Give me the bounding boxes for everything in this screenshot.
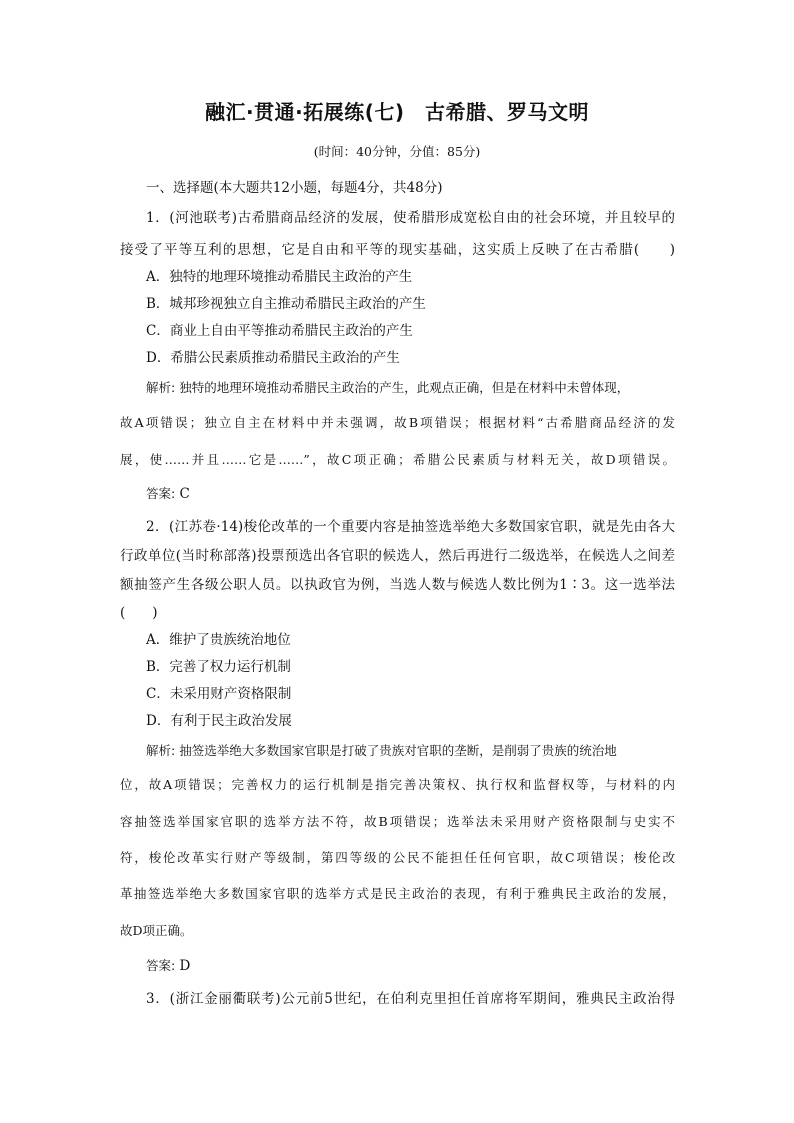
q1-stem-line-2: 接受了平等互利的思想，它是自由和平等的现实基础，这实质上反映了在古希腊( ) [120,242,675,258]
q2-explanation-label: 解析: [146,743,176,758]
q1-explanation-line-3: 展，使……并且……它是……”，故C项正确；希腊公民素质与材料无关，故D项错误。 [120,452,675,467]
q2-explanation-line-2: 位，故A项错误；完善权力的运行机制是指完善决策权、执行权和监督权等，与材料的内 [120,777,675,792]
q1-explanation-label: 解析: [146,380,176,395]
q2-explanation-line-3: 容抽签选举国家官职的选举方法不符，故B项错误；选举法未采用财产资格限制与史实不 [120,814,675,829]
q1-answer-value: C [179,486,190,502]
q2-stem-line-3: 额抽签产生各级公职人员。以执政官为例，当选人数与候选人数比例为1∶3。这一选举法 [120,577,675,593]
page-title: 融汇·贯通·拓展练(七) 古希腊、罗马文明 [205,100,589,124]
q2-stem-line-4: ( ) [120,605,158,621]
q2-answer-value: D [179,958,191,974]
q1-answer-label: 答案: [146,486,176,501]
q2-stem-line-2: 行政单位(当时称部落)投票预选出各官职的候选人，然后再进行二级选举，在候选人之间差 [120,548,675,564]
q2-explanation-line-1: 解析: 抽签选举绝大多数国家官职是打破了贵族对官职的垄断，是削弱了贵族的统治地 [146,743,617,758]
q2-explanation-line-6: 故D项正确。 [120,923,193,938]
q1-explanation-line-1: 解析: 独特的地理环境推动希腊民主政治的产生，此观点正确，但是在材料中未曾体现， [146,380,630,395]
q2-answer [146,956,675,974]
q1-option-c: C．商业上自由平等推动希腊民主政治的产生 [146,323,413,339]
q2-option-a: A．维护了贵族统治地位 [146,632,291,648]
q2-explanation-line-4: 符，梭伦改革实行财产等级制，第四等级的公民不能担任任何官职，故C项错误；梭伦改 [120,850,675,865]
q1-answer [146,484,675,502]
q1-stem-line-1: 1．(河池联考)古希腊商品经济的发展，使希腊形成宽松自由的社会环境，并且较早的 [146,210,675,226]
q1-option-d: D．希腊公民素质推动希腊民主政治的产生 [146,350,400,366]
q2-explanation-line-5: 革抽签选举绝大多数国家官职的选举方式是民主政治的表现，有利于雅典民主政治的发展， [120,886,675,901]
q1-option-a: A．独特的地理环境推动希腊民主政治的产生 [146,269,413,285]
section-heading: 一、选择题(本大题共12小题，每题4分，共48分) [146,180,443,196]
q2-option-d: D．有利于民主政治发展 [146,713,292,729]
q1-explanation-line-2: 故A项错误；独立自主在材料中并未强调，故B项错误；根据材料“古希腊商品经济的发 [120,415,675,430]
q2-stem-line-1: 2．(江苏卷·14)梭伦改革的一个重要内容是抽签选举绝大多数国家官职，就是先由各大 [146,519,675,535]
time-score-info: (时间：40分钟，分值：85分) [313,144,481,159]
q3-stem-line-1: 3．(浙江金丽衢联考)公元前5世纪，在伯利克里担任首席将军期间，雅典民主政治得 [146,991,675,1007]
q2-option-c: C．未采用财产资格限制 [146,686,292,702]
q2-answer-label: 答案: [146,958,176,973]
q2-option-b: B．完善了权力运行机制 [146,659,291,675]
q1-option-b: B．城邦珍视独立自主推动希腊民主政治的产生 [146,296,426,312]
